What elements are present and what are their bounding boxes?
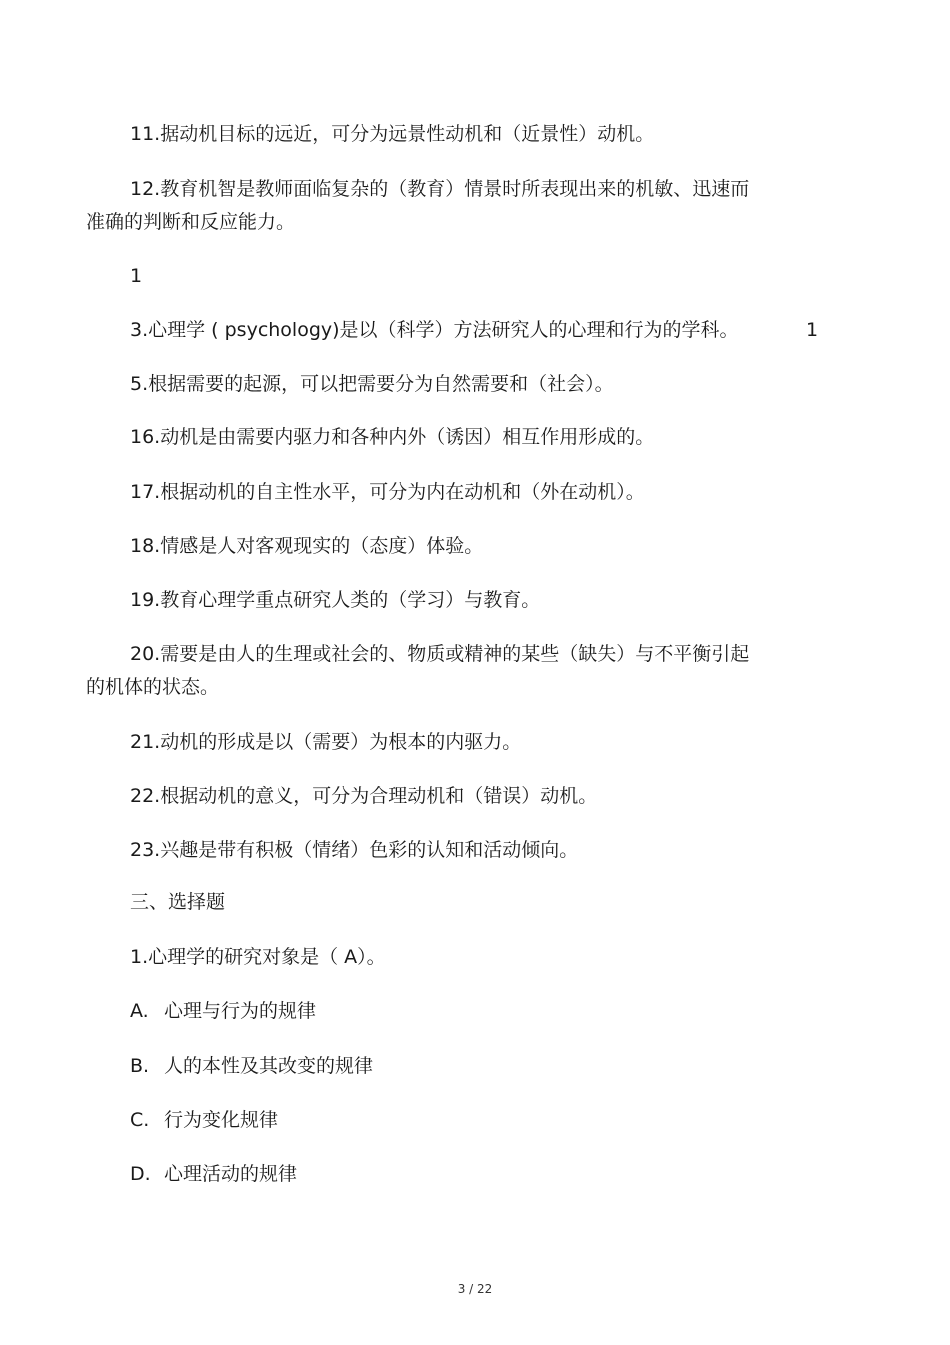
question-17: 17.根据动机的自主性水平，可分为内在动机和（外在动机）。: [130, 481, 645, 503]
question-13: 3.心理学 ( psychology)是以（科学）方法研究人的心理和行为的学科。: [130, 319, 739, 341]
option-text: 行为变化规律: [164, 1109, 279, 1131]
section-title: 三、选择题: [130, 891, 226, 913]
option-text: 心理活动的规律: [164, 1163, 298, 1185]
option-letter: C.: [130, 1109, 150, 1131]
question-20-line-1: 20.需要是由人的生理或社会的、物质或精神的某些（缺失）与不平衡引起: [130, 643, 750, 665]
stray-number: 1: [130, 265, 143, 287]
option-letter: D.: [130, 1163, 151, 1185]
page-number: 3 / 22: [457, 1282, 493, 1296]
question-18: 18.情感是人对客观现实的（态度）体验。: [130, 535, 484, 557]
option-d: [130, 1162, 297, 1186]
question-20-line-2: 的机体的状态。: [86, 676, 220, 698]
option-text: 人的本性及其改变的规律: [164, 1055, 374, 1077]
question-11: 11.据动机目标的远近，可分为远景性动机和（近景性）动机。: [130, 123, 655, 145]
mc-question-1: 1.心理学的研究对象是（ A）。: [130, 946, 386, 968]
question-21: 21.动机的形成是以（需要）为根本的内驱力。: [130, 731, 522, 753]
option-text: 心理与行为的规律: [164, 1000, 317, 1022]
question-13-stray-number: 1: [806, 319, 819, 341]
question-19: 19.教育心理学重点研究人类的（学习）与教育。: [130, 589, 541, 611]
option-letter: B.: [130, 1055, 150, 1077]
question-22: 22.根据动机的意义，可分为合理动机和（错误）动机。: [130, 785, 598, 807]
question-15: 5.根据需要的起源，可以把需要分为自然需要和（社会）。: [130, 373, 614, 395]
question-16: 16.动机是由需要内驱力和各种内外（诱因）相互作用形成的。: [130, 426, 655, 448]
question-12-line-2: 准确的判断和反应能力。: [86, 211, 296, 233]
option-a: [130, 999, 316, 1023]
question-12-line-1: 12.教育机智是教师面临复杂的（教育）情景时所表现出来的机敏、迅速而: [130, 178, 750, 200]
option-c: [130, 1108, 278, 1132]
option-b: [130, 1054, 373, 1078]
option-letter: A.: [130, 1000, 149, 1022]
question-23: 23.兴趣是带有积极（情绪）色彩的认知和活动倾向。: [130, 839, 579, 861]
